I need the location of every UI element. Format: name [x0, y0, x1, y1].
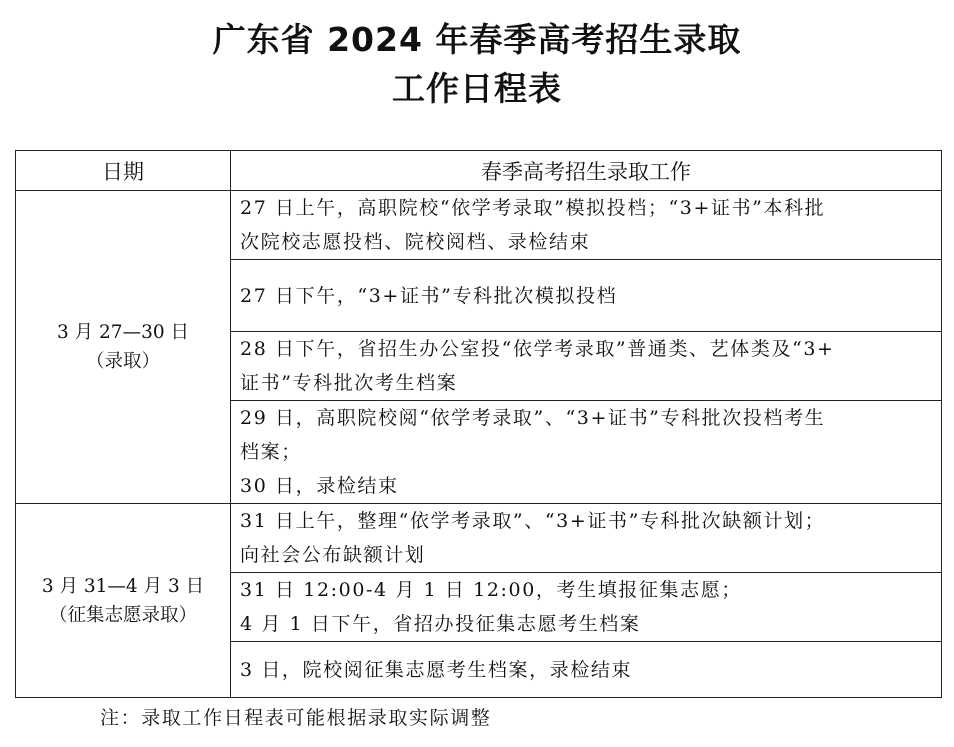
- date-column-header: 日期: [16, 151, 231, 191]
- work-line: 档案；: [240, 441, 302, 463]
- work-line: 向社会公布缺额计划: [240, 544, 426, 566]
- work-line: 3 日，院校阅征集志愿考生档案，录检结束: [240, 658, 633, 681]
- work-cell: [231, 573, 942, 642]
- work-line: 31 日上午，整理“依学考录取”、“3+证书”专科批次缺额计划；: [240, 510, 826, 532]
- page-title-line-2: 工作日程表: [392, 69, 562, 108]
- schedule-table: [15, 150, 942, 698]
- table-header-row: [16, 151, 942, 191]
- date-range: 3 月 31—4 月 3 日: [41, 575, 205, 597]
- work-cell: [231, 401, 942, 504]
- work-line: 证书”专科批次考生档案: [240, 372, 458, 394]
- work-line: 31 日 12:00-4 月 1 日 12:00，考生填报征集志愿；: [240, 579, 742, 601]
- work-line: 27 日上午，高职院校“依学考录取”模拟投档；“3+证书”本科批: [240, 197, 826, 219]
- work-line: 29 日，高职院校阅“依学考录取”、“3+证书”专科批次投档考生: [240, 407, 826, 429]
- date-cell: [16, 191, 231, 504]
- work-cell: [231, 504, 942, 573]
- date-phase: （录取）: [85, 351, 160, 372]
- work-line: 30 日，录检结束: [240, 475, 399, 497]
- work-line: 28 日下午，省招生办公室投“依学考录取”普通类、艺体类及“3+: [240, 338, 835, 360]
- work-cell: [231, 191, 942, 260]
- table-row: [16, 191, 942, 260]
- work-line: 4 月 1 日下午，省招办投征集志愿考生档案: [240, 613, 641, 635]
- work-cell: [231, 260, 942, 332]
- work-line: 次院校志愿投档、院校阅档、录检结束: [240, 231, 591, 253]
- work-cell: [231, 642, 942, 698]
- work-line: 27 日下午，“3+证书”专科批次模拟投档: [240, 284, 618, 307]
- date-range: 3 月 27—30 日: [57, 322, 189, 343]
- footnote: 注：录取工作日程表可能根据录取实际调整: [100, 707, 492, 729]
- date-phase: （征集志愿录取）: [48, 604, 197, 626]
- date-cell: [16, 504, 231, 698]
- work-cell: [231, 332, 942, 401]
- page-title-line-1: 广东省 2024 年春季高考招生录取: [212, 20, 742, 59]
- work-column-header: 春季高考招生录取工作: [231, 151, 942, 191]
- table-row: [16, 504, 942, 573]
